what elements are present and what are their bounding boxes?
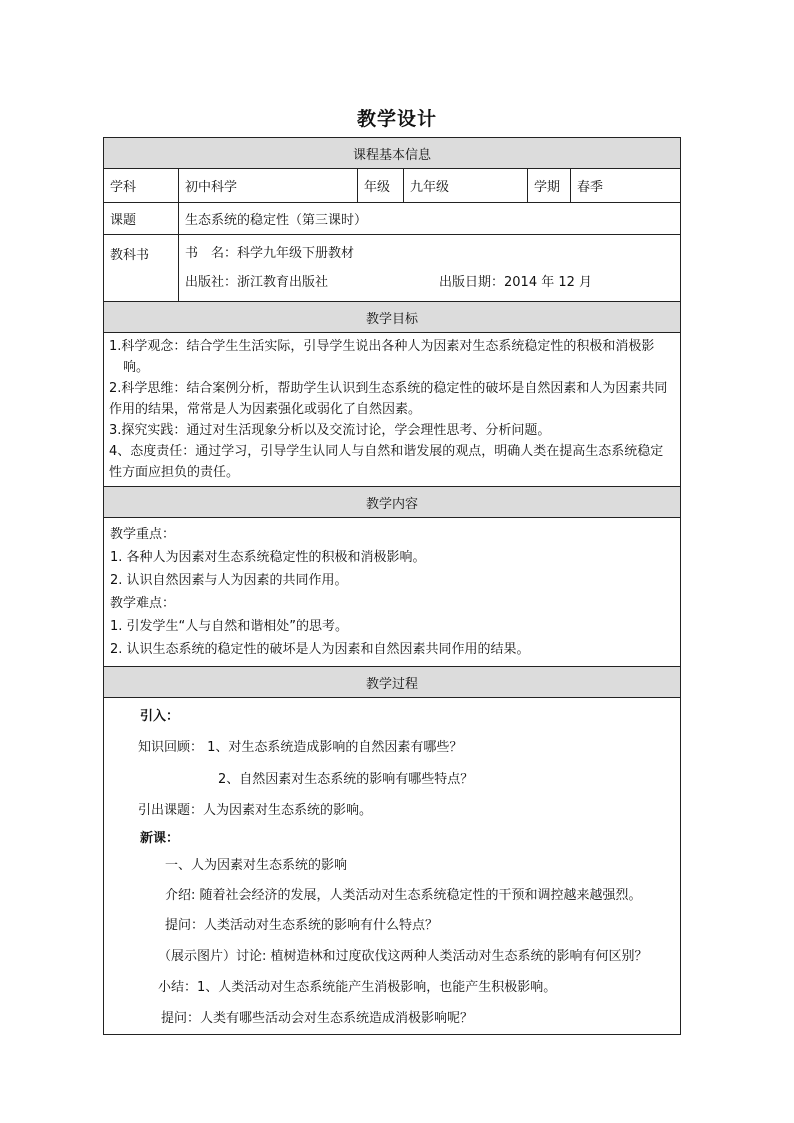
goal-item: 1.科学观念：结合学生生活实际，引导学生说出各种人为因素对生态系统稳定性的积极和消极影响。 — [109, 339, 655, 375]
publication-date: 出版日期：2014 年 12 月 — [439, 275, 593, 290]
process-body — [104, 698, 681, 1035]
term-label: 学期 — [528, 169, 571, 203]
process-summary: 小结：1、人类活动对生态系统能产生消极影响，也能产生积极影响。 — [158, 980, 557, 995]
content-list — [104, 518, 681, 667]
grade-label: 年级 — [358, 169, 404, 203]
section-header-goals: 教学目标 — [104, 302, 681, 333]
topic-value: 生态系统的稳定性（第三课时） — [179, 203, 681, 235]
section-header-content: 教学内容 — [104, 487, 681, 518]
textbook-label: 教科书 — [104, 235, 179, 302]
goal-item: 4、态度责任：通过学习，引导学生认同人与自然和谐发展的观点，明确人类在提高生态系统稳定性方面应担负的责任。 — [109, 444, 664, 480]
difficulties-label: 教学难点： — [110, 596, 176, 611]
difficulty-item: 2. 认识生态系统的稳定性的破坏是人为因素和自然因素共同作用的结果。 — [110, 642, 530, 657]
subject-label: 学科 — [104, 169, 179, 203]
process-intro: 引入： — [140, 709, 180, 724]
goals-list — [104, 333, 681, 487]
publisher: 出版社：浙江教育出版社 — [185, 275, 329, 290]
topic-label: 课题 — [104, 203, 179, 235]
section-header-basic-info: 课程基本信息 — [104, 138, 681, 169]
section-header-process: 教学过程 — [104, 667, 681, 698]
subject-value: 初中科学 — [179, 169, 358, 203]
key-point-item: 1. 各种人为因素对生态系统稳定性的积极和消极影响。 — [110, 550, 426, 565]
grade-value: 九年级 — [404, 169, 528, 203]
textbook-publisher-line — [185, 268, 674, 297]
goal-item: 2.科学思维：结合案例分析，帮助学生认识到生态系统的稳定性的破坏是自然因素和人为因素共同作用的结果，常常是人为因素强化或弱化了自然因素。 — [109, 381, 668, 417]
process-discussion: （展示图片）讨论: 植树造林和过度砍伐这两种人类活动对生态系统的影响有何区别？ — [158, 949, 648, 964]
key-point-item: 2. 认识自然因素与人为因素的共同作用。 — [110, 573, 348, 588]
process-heading-1: 一、人为因素对生态系统的影响 — [165, 858, 348, 873]
process-lead-in: 引出课题：人为因素对生态系统的影响。 — [138, 803, 373, 818]
goal-item: 3.探究实践：通过对生活现象分析以及交流讨论，学会理性思考、分析问题。 — [109, 423, 551, 438]
process-review-2: 2、自然因素对生态系统的影响有哪些特点？ — [218, 772, 474, 787]
difficulty-item: 1. 引发学生“人与自然和谐相处”的思考。 — [110, 619, 349, 634]
process-question-1: 提问：人类活动对生态系统的影响有什么特点？ — [165, 918, 439, 933]
process-question-2: 提问：人类有哪些活动会对生态系统造成消极影响呢？ — [161, 1011, 474, 1026]
textbook-name: 书 名：科学九年级下册教材 — [185, 246, 355, 261]
term-value: 春季 — [571, 169, 681, 203]
process-intro-text: 介绍: 随着社会经济的发展，人类活动对生态系统稳定性的干预和调控越来越强烈。 — [165, 888, 642, 903]
lesson-plan-table — [103, 137, 681, 1035]
key-points-label: 教学重点： — [110, 527, 176, 542]
process-review-1: 知识回顾： 1、对生态系统造成影响的自然因素有哪些？ — [138, 740, 463, 755]
textbook-info — [179, 235, 681, 302]
process-new-lesson: 新课： — [140, 831, 180, 846]
document-title: 教学设计 — [356, 108, 437, 130]
